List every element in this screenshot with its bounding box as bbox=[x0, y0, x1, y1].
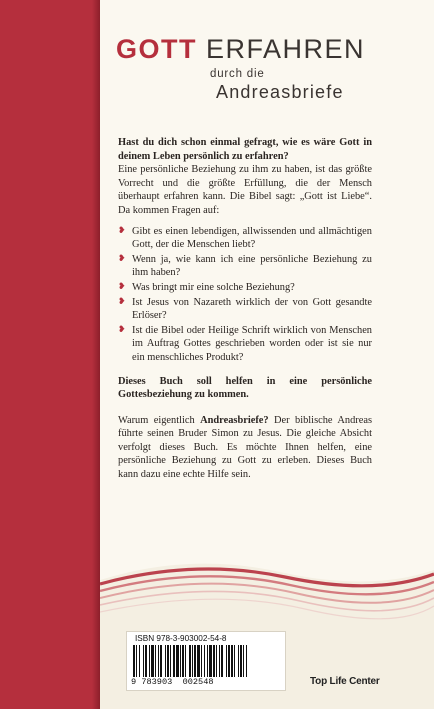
question-item bbox=[118, 253, 372, 280]
question-item bbox=[118, 225, 372, 252]
isbn-label: ISBN 978-3-903002-54-8 bbox=[135, 634, 227, 643]
title-part-erfahren: ERFAHREN bbox=[197, 34, 366, 64]
intro-question: Hast du dich schon einmal gefragt, wie es wäre Gott in deinem Leben persönlich zu erfahren? bbox=[118, 137, 372, 162]
question-text: Ist die Bibel oder Heilige Schrift wirklich von Menschen im Auftrag Gottes geschrieben worden oder ist sie nur ein menschliches Produkt? bbox=[132, 324, 372, 363]
blurb bbox=[118, 136, 372, 482]
closing-lead: Warum eigentlich bbox=[118, 414, 201, 426]
decorative-waves bbox=[100, 556, 434, 636]
question-item bbox=[118, 324, 372, 365]
question-list bbox=[118, 225, 372, 365]
barcode-image bbox=[133, 645, 281, 677]
book-title bbox=[116, 34, 365, 65]
intro-text: Eine persönliche Beziehung zu ihm zu haben, ist das größte Vorrecht und die größte Erfüllung, die der Mensch überhaupt erfahren kann. Die Bibel sagt: „Gott ist Liebe“. Da kommen Fragen auf: bbox=[118, 164, 372, 216]
closing-paragraph bbox=[118, 414, 372, 482]
question-text: Ist Jesus von Nazareth wirklich der von Gott gesandte Erlöser? bbox=[132, 296, 372, 322]
subtitle-small: durch die bbox=[210, 68, 265, 80]
heart-arrow-icon: ❥ bbox=[118, 253, 126, 264]
barcode-digits: 9 783903 002548 bbox=[131, 677, 214, 687]
question-text: Wenn ja, wie kann ich eine persönliche Beziehung zu ihm haben? bbox=[132, 253, 372, 279]
subtitle-large: Andreasbriefe bbox=[216, 82, 344, 102]
closing-bold: Andreasbriefe? bbox=[200, 414, 269, 426]
promise-text: Dieses Buch soll helfen in eine persönliche Gottesbeziehung zu kommen. bbox=[118, 375, 372, 401]
title-part-gott: GOTT bbox=[116, 34, 197, 64]
closing-rest: Der biblische Andreas führte seinen Bruder Simon zu Jesus. Die gleiche Absicht verfolgt dieses Buch. Es möchte Ihnen helfen, eine persönliche Beziehung zu Gott zu erleben. Dieses Buch kann dazu eine echte Hilfe sein. bbox=[118, 414, 372, 481]
question-text: Gibt es einen lebendigen, allwissenden und allmächtigen Gott, der die Menschen liebt? bbox=[132, 225, 372, 251]
heart-arrow-icon: ❥ bbox=[118, 225, 126, 236]
left-color-band bbox=[0, 0, 100, 709]
barcode-box bbox=[126, 631, 286, 691]
question-item bbox=[118, 281, 372, 295]
heart-arrow-icon: ❥ bbox=[118, 281, 126, 292]
heart-arrow-icon: ❥ bbox=[118, 296, 126, 307]
heart-arrow-icon: ❥ bbox=[118, 324, 126, 335]
question-item bbox=[118, 296, 372, 323]
publisher-name: Top Life Center bbox=[310, 676, 380, 687]
question-text: Was bringt mir eine solche Beziehung? bbox=[132, 281, 295, 293]
